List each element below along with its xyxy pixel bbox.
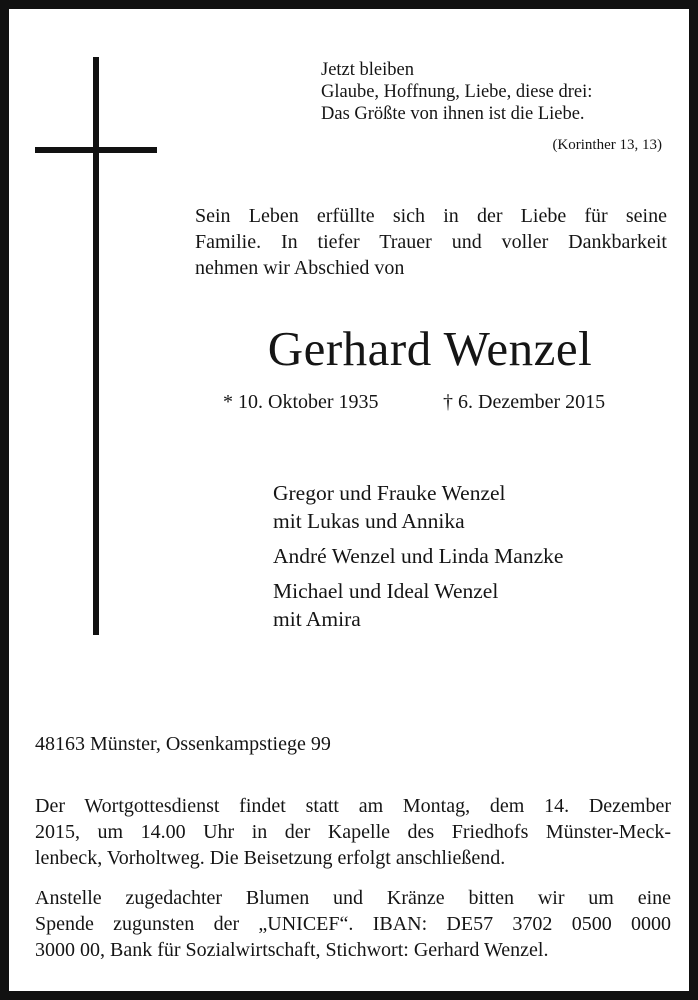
mourner-line: Michael und Ideal Wenzel	[273, 579, 499, 603]
service-line: Der Wortgottesdienst findet statt am Montag, dem 14. Dezember	[35, 795, 671, 817]
mourners-list	[273, 479, 563, 640]
service-line: 2015, um 14.00 Uhr in der Kapelle des Friedhofs Münster-Meck-	[35, 821, 671, 843]
intro-line: nehmen wir Abschied von	[195, 257, 405, 279]
donation-line: Anstelle zugedachter Blumen und Kränze bitten wir um eine	[35, 887, 671, 909]
service-notice	[35, 793, 671, 871]
verse-line: Glaube, Hoffnung, Liebe, diese drei:	[321, 82, 593, 102]
cross-icon	[93, 57, 99, 635]
verse-reference: (Korinther 13, 13)	[552, 137, 662, 153]
life-dates	[223, 389, 606, 415]
birth-date: * 10. Oktober 1935	[223, 391, 379, 413]
family-address: 48163 Münster, Ossenkampstiege 99	[35, 733, 331, 755]
intro-text	[195, 203, 667, 281]
intro-line: Sein Leben erfüllte sich in der Liebe für seine	[195, 205, 667, 227]
verse-line: Das Größte von ihnen ist die Liebe.	[321, 104, 585, 124]
mourner-group	[273, 577, 563, 633]
donation-notice	[35, 885, 671, 963]
service-line: lenbeck, Vorholtweg. Die Beisetzung erfolgt anschließend.	[35, 847, 506, 869]
donation-line: 3000 00, Bank für Sozialwirtschaft, Stichwort: Gerhard Wenzel.	[35, 939, 549, 961]
mourner-group	[273, 542, 563, 570]
bible-verse	[321, 59, 592, 125]
death-date: † 6. Dezember 2015	[443, 391, 606, 413]
deceased-name: Gerhard Wenzel	[267, 321, 593, 376]
mourner-line: Gregor und Frauke Wenzel	[273, 481, 506, 505]
mourner-group	[273, 479, 563, 535]
mourner-line: mit Lukas und Annika	[273, 509, 465, 533]
cross-icon-bar	[35, 147, 157, 153]
mourner-line: mit Amira	[273, 607, 361, 631]
donation-line: Spende zugunsten der „UNICEF“. IBAN: DE57 3702 0500 0000	[35, 913, 671, 935]
verse-line: Jetzt bleiben	[321, 60, 414, 80]
mourner-line: André Wenzel und Linda Manzke	[273, 544, 564, 568]
intro-line: Familie. In tiefer Trauer und voller Dankbarkeit	[195, 231, 667, 253]
